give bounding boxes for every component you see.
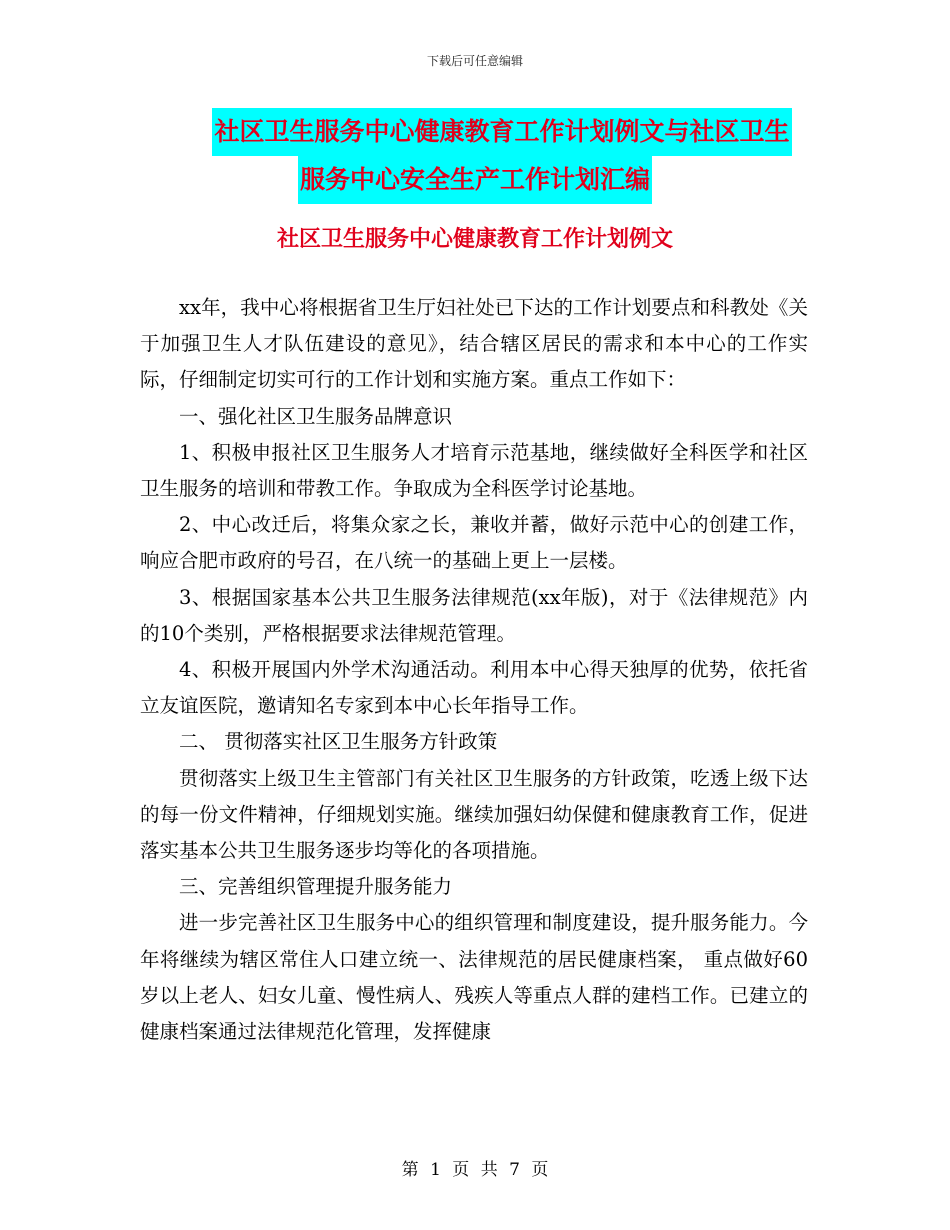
- section-title: 社区卫生服务中心健康教育工作计划例文: [276, 227, 673, 252]
- paragraph-1-4: 4、积极开展国内外学术沟通活动。利用本中心得天独厚的优势，依托省立友谊医院，邀请知名专家到本中心长年指导工作。: [140, 658, 808, 718]
- paragraph-3: 进一步完善社区卫生服务中心的组织管理和制度建设，提升服务能力。今年将继续为辖区常住人口建立统一、法律规范的居民健康档案， 重点做好60岁以上老人、妇女儿童、慢性病人、残疾人等重点人群的建档工作。已建立的健康档案通过法律规范化管理，发挥健康: [140, 911, 808, 1044]
- paragraph-intro: xx年，我中心将根据省卫生厅妇社处已下达的工作计划要点和科教处《关于加强卫生人才队伍建设的意见》，结合辖区居民的需求和本中心的工作实际，仔细制定切实可行的工作计划和实施方案。重点工作如下：: [140, 296, 808, 392]
- title-line-2: 服务中心安全生产工作计划汇编: [298, 156, 652, 204]
- paragraph-1-1: 1、积极申报社区卫生服务人才培育示范基地，继续做好全科医学和社区卫生服务的培训和带教工作。争取成为全科医学讨论基地。: [140, 440, 808, 501]
- document-body: [140, 290, 808, 1050]
- paragraph-2: 贯彻落实上级卫生主管部门有关社区卫生服务的方针政策，吃透上级下达的每一份文件精神，仔细规划实施。继续加强妇幼保健和健康教育工作，促进落实基本公共卫生服务逐步均等化的各项措施。: [140, 766, 808, 863]
- page-footer: 第 1 页 共 7 页: [401, 1160, 549, 1180]
- heading-2: 二、 贯彻落实社区卫生服务方针政策: [179, 730, 498, 754]
- page-header: 下载后可任意编辑: [426, 54, 523, 68]
- paragraph-1-3: 3、根据国家基本公共卫生服务法律规范(xx年版)，对于《法律规范》内的10个类别，严格根据要求法律规范管理。: [140, 585, 808, 645]
- heading-1: 一、强化社区卫生服务品牌意识: [179, 404, 453, 428]
- document-title: [0, 108, 950, 204]
- heading-3: 三、完善组织管理提升服务能力: [179, 875, 453, 899]
- title-line-1: 社区卫生服务中心健康教育工作计划例文与社区卫生: [212, 108, 791, 156]
- paragraph-1-2: 2、中心改迁后，将集众家之长，兼收并蓄，做好示范中心的创建工作，响应合肥市政府的号召，在八统一的基础上更上一层楼。: [140, 513, 808, 573]
